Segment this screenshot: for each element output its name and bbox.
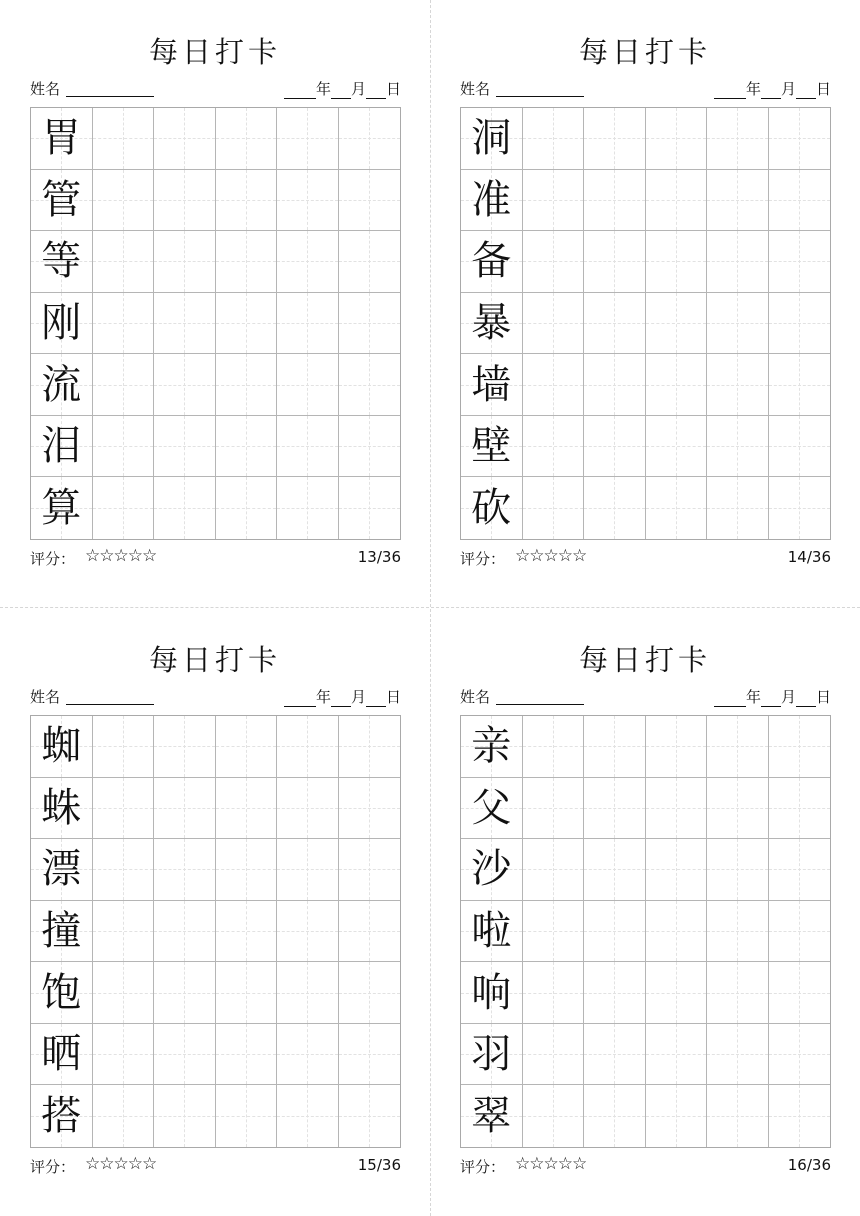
practice-cell [277, 1024, 339, 1086]
practice-cell [769, 416, 831, 478]
footer-row [460, 1156, 831, 1178]
practice-cell [154, 901, 216, 963]
model-char-cell [461, 962, 523, 1024]
practice-cell [277, 108, 339, 170]
model-char-cell [31, 839, 93, 901]
practice-cell [93, 293, 155, 355]
practice-cell [154, 231, 216, 293]
worksheet-13 [0, 0, 430, 608]
practice-cell [154, 1085, 216, 1147]
month-label: 月 [350, 688, 366, 706]
practice-cell [216, 293, 278, 355]
practice-cell [93, 416, 155, 478]
practice-cell [584, 716, 646, 778]
practice-cell [154, 1024, 216, 1086]
practice-cell [769, 962, 831, 1024]
practice-cell [93, 962, 155, 1024]
practice-cell [584, 901, 646, 963]
practice-cell [769, 170, 831, 232]
model-char-cell [31, 962, 93, 1024]
model-char-cell [461, 1024, 523, 1086]
practice-cell [216, 1085, 278, 1147]
model-char-cell [461, 416, 523, 478]
year-label: 年 [315, 80, 331, 98]
model-char-cell [461, 778, 523, 840]
practice-cell [339, 1085, 401, 1147]
star-rating-icon: ☆☆☆☆☆ [85, 546, 157, 566]
star-rating-icon: ☆☆☆☆☆ [515, 1154, 587, 1174]
worksheet-15 [0, 608, 430, 1216]
sheet-title: 每日打卡 [148, 643, 281, 677]
practice-cell [93, 354, 155, 416]
model-char-cell [31, 293, 93, 355]
date-field [714, 78, 831, 99]
year-label: 年 [745, 688, 761, 706]
practice-cell [707, 962, 769, 1024]
worksheet-16 [430, 608, 860, 1216]
score-label: 评分： [460, 550, 506, 568]
model-char-cell [31, 716, 93, 778]
practice-cell [707, 477, 769, 539]
practice-cell [154, 839, 216, 901]
practice-cell [769, 354, 831, 416]
practice-cell [339, 901, 401, 963]
practice-cell [584, 1024, 646, 1086]
model-char-cell [461, 293, 523, 355]
practice-cell [216, 416, 278, 478]
month-label: 月 [350, 80, 366, 98]
practice-cell [646, 477, 708, 539]
practice-cell [339, 778, 401, 840]
month-label: 月 [780, 688, 796, 706]
model-character: 啦 [471, 907, 512, 954]
practice-cell [707, 416, 769, 478]
practice-cell [277, 962, 339, 1024]
practice-cell [339, 716, 401, 778]
practice-cell [93, 231, 155, 293]
practice-cell [154, 416, 216, 478]
practice-cell [584, 354, 646, 416]
practice-cell [93, 108, 155, 170]
page-number: 16/36 [787, 1156, 831, 1174]
practice-cell [154, 354, 216, 416]
year-label: 年 [745, 80, 761, 98]
name-label: 姓名 [460, 80, 491, 98]
model-character: 搭 [41, 1093, 82, 1140]
practice-cell [154, 477, 216, 539]
page-number: 14/36 [787, 548, 831, 566]
model-character: 漂 [41, 846, 82, 893]
practice-cell [93, 1085, 155, 1147]
model-character: 管 [41, 176, 82, 223]
practice-cell [769, 1024, 831, 1086]
practice-cell [646, 293, 708, 355]
month-blank [761, 82, 781, 99]
practice-cell [523, 170, 585, 232]
score-label: 评分： [460, 1158, 506, 1176]
model-char-cell [31, 170, 93, 232]
model-char-cell [31, 1085, 93, 1147]
practice-cell [93, 901, 155, 963]
practice-cell [216, 231, 278, 293]
practice-cell [154, 108, 216, 170]
year-blank [284, 82, 316, 99]
model-char-cell [31, 901, 93, 963]
practice-cell [523, 778, 585, 840]
model-character: 胃 [41, 115, 82, 162]
name-label: 姓名 [30, 80, 61, 98]
practice-cell [769, 839, 831, 901]
practice-cell [523, 901, 585, 963]
model-character: 泪 [41, 423, 82, 470]
name-input-line [496, 96, 584, 97]
month-blank [331, 690, 351, 707]
practice-cell [216, 477, 278, 539]
practice-cell [769, 293, 831, 355]
model-char-cell [31, 231, 93, 293]
practice-cell [216, 839, 278, 901]
model-char-cell [461, 354, 523, 416]
practice-grid [460, 715, 831, 1148]
name-label: 姓名 [460, 688, 491, 706]
model-character: 父 [471, 784, 512, 831]
model-char-cell [31, 778, 93, 840]
worksheet-14 [430, 0, 860, 608]
practice-cell [584, 293, 646, 355]
practice-cell [277, 293, 339, 355]
footer-row [460, 548, 831, 570]
practice-cell [707, 716, 769, 778]
name-label: 姓名 [30, 688, 61, 706]
info-row [460, 78, 831, 100]
date-field [284, 686, 401, 707]
star-rating-icon: ☆☆☆☆☆ [85, 1154, 157, 1174]
practice-cell [277, 354, 339, 416]
year-blank [714, 690, 746, 707]
score-label: 评分： [30, 1158, 76, 1176]
model-character: 算 [41, 485, 82, 532]
practice-cell [769, 108, 831, 170]
practice-cell [646, 716, 708, 778]
practice-cell [646, 170, 708, 232]
date-field [714, 686, 831, 707]
practice-cell [646, 108, 708, 170]
name-input-line [496, 704, 584, 705]
page-number: 15/36 [357, 1156, 401, 1174]
model-character: 准 [471, 176, 512, 223]
model-char-cell [461, 231, 523, 293]
practice-cell [216, 716, 278, 778]
practice-cell [646, 231, 708, 293]
year-label: 年 [315, 688, 331, 706]
page-number: 13/36 [357, 548, 401, 566]
model-char-cell [31, 1024, 93, 1086]
model-character: 羽 [471, 1031, 512, 1078]
practice-cell [523, 1085, 585, 1147]
model-character: 墙 [471, 361, 512, 408]
day-label: 日 [815, 80, 831, 98]
model-character: 刚 [41, 299, 82, 346]
model-char-cell [461, 170, 523, 232]
model-character: 备 [471, 238, 512, 285]
practice-cell [646, 416, 708, 478]
footer-row [30, 548, 401, 570]
practice-cell [584, 108, 646, 170]
practice-cell [646, 1085, 708, 1147]
practice-cell [154, 293, 216, 355]
practice-cell [769, 231, 831, 293]
practice-cell [707, 170, 769, 232]
practice-grid [30, 715, 401, 1148]
model-character: 沙 [471, 846, 512, 893]
model-char-cell [461, 108, 523, 170]
practice-cell [523, 293, 585, 355]
sheet-title: 每日打卡 [148, 35, 281, 69]
practice-cell [646, 1024, 708, 1086]
practice-cell [93, 716, 155, 778]
practice-cell [769, 778, 831, 840]
model-character: 暴 [471, 299, 512, 346]
model-character: 撞 [41, 907, 82, 954]
practice-cell [277, 839, 339, 901]
year-blank [284, 690, 316, 707]
model-character: 砍 [471, 485, 512, 532]
day-blank [366, 82, 386, 99]
practice-cell [216, 108, 278, 170]
model-character: 饱 [41, 969, 82, 1016]
month-blank [761, 690, 781, 707]
day-blank [796, 82, 816, 99]
info-row [30, 78, 401, 100]
model-char-cell [461, 477, 523, 539]
practice-cell [523, 108, 585, 170]
model-char-cell [31, 416, 93, 478]
practice-cell [707, 108, 769, 170]
practice-cell [584, 1085, 646, 1147]
practice-cell [277, 170, 339, 232]
practice-cell [216, 1024, 278, 1086]
info-row [460, 686, 831, 708]
practice-cell [93, 477, 155, 539]
practice-cell [769, 1085, 831, 1147]
model-character: 流 [41, 361, 82, 408]
practice-cell [584, 170, 646, 232]
name-input-line [66, 704, 154, 705]
practice-cell [769, 901, 831, 963]
practice-cell [584, 839, 646, 901]
model-character: 蛛 [41, 784, 82, 831]
practice-cell [707, 901, 769, 963]
practice-cell [584, 416, 646, 478]
practice-cell [707, 293, 769, 355]
day-blank [796, 690, 816, 707]
practice-cell [707, 839, 769, 901]
practice-cell [339, 170, 401, 232]
model-char-cell [31, 354, 93, 416]
practice-cell [523, 477, 585, 539]
star-rating-icon: ☆☆☆☆☆ [515, 546, 587, 566]
practice-cell [769, 716, 831, 778]
practice-cell [523, 354, 585, 416]
model-char-cell [31, 477, 93, 539]
practice-cell [523, 839, 585, 901]
practice-cell [277, 477, 339, 539]
model-character: 洞 [471, 115, 512, 162]
practice-cell [646, 839, 708, 901]
name-input-line [66, 96, 154, 97]
practice-cell [339, 839, 401, 901]
day-label: 日 [815, 688, 831, 706]
practice-cell [339, 108, 401, 170]
practice-cell [339, 416, 401, 478]
model-char-cell [461, 1085, 523, 1147]
practice-cell [93, 1024, 155, 1086]
practice-cell [277, 231, 339, 293]
month-blank [331, 82, 351, 99]
practice-cell [93, 839, 155, 901]
practice-cell [277, 901, 339, 963]
practice-cell [277, 1085, 339, 1147]
practice-cell [216, 901, 278, 963]
day-label: 日 [385, 80, 401, 98]
sheet-title: 每日打卡 [578, 35, 711, 69]
day-blank [366, 690, 386, 707]
practice-cell [769, 477, 831, 539]
practice-cell [93, 170, 155, 232]
practice-cell [523, 231, 585, 293]
sheet-title: 每日打卡 [578, 643, 711, 677]
practice-cell [523, 962, 585, 1024]
year-blank [714, 82, 746, 99]
practice-cell [216, 170, 278, 232]
practice-cell [277, 716, 339, 778]
practice-cell [277, 416, 339, 478]
practice-cell [584, 778, 646, 840]
practice-cell [707, 354, 769, 416]
practice-cell [154, 716, 216, 778]
model-character: 蜘 [41, 723, 82, 770]
practice-cell [339, 962, 401, 1024]
practice-cell [523, 716, 585, 778]
practice-cell [339, 231, 401, 293]
model-character: 晒 [41, 1031, 82, 1078]
practice-cell [646, 962, 708, 1024]
model-character: 响 [471, 969, 512, 1016]
practice-cell [154, 778, 216, 840]
practice-cell [523, 1024, 585, 1086]
model-char-cell [461, 901, 523, 963]
model-character: 亲 [471, 723, 512, 770]
practice-cell [707, 1024, 769, 1086]
practice-cell [646, 354, 708, 416]
practice-cell [277, 778, 339, 840]
practice-cell [707, 1085, 769, 1147]
practice-cell [707, 231, 769, 293]
practice-cell [523, 416, 585, 478]
model-char-cell [31, 108, 93, 170]
practice-cell [339, 354, 401, 416]
practice-cell [584, 477, 646, 539]
model-char-cell [461, 716, 523, 778]
practice-cell [154, 962, 216, 1024]
practice-cell [154, 170, 216, 232]
practice-cell [216, 354, 278, 416]
practice-cell [584, 962, 646, 1024]
practice-cell [93, 778, 155, 840]
practice-cell [216, 778, 278, 840]
month-label: 月 [780, 80, 796, 98]
date-field [284, 78, 401, 99]
model-character: 翠 [471, 1093, 512, 1140]
model-character: 等 [41, 238, 82, 285]
model-character: 壁 [471, 423, 512, 470]
practice-grid [460, 107, 831, 540]
practice-cell [216, 962, 278, 1024]
day-label: 日 [385, 688, 401, 706]
footer-row [30, 1156, 401, 1178]
practice-cell [339, 1024, 401, 1086]
practice-grid [30, 107, 401, 540]
model-char-cell [461, 839, 523, 901]
score-label: 评分： [30, 550, 76, 568]
practice-cell [646, 778, 708, 840]
practice-cell [339, 293, 401, 355]
info-row [30, 686, 401, 708]
practice-cell [584, 231, 646, 293]
practice-cell [707, 778, 769, 840]
practice-cell [339, 477, 401, 539]
practice-cell [646, 901, 708, 963]
